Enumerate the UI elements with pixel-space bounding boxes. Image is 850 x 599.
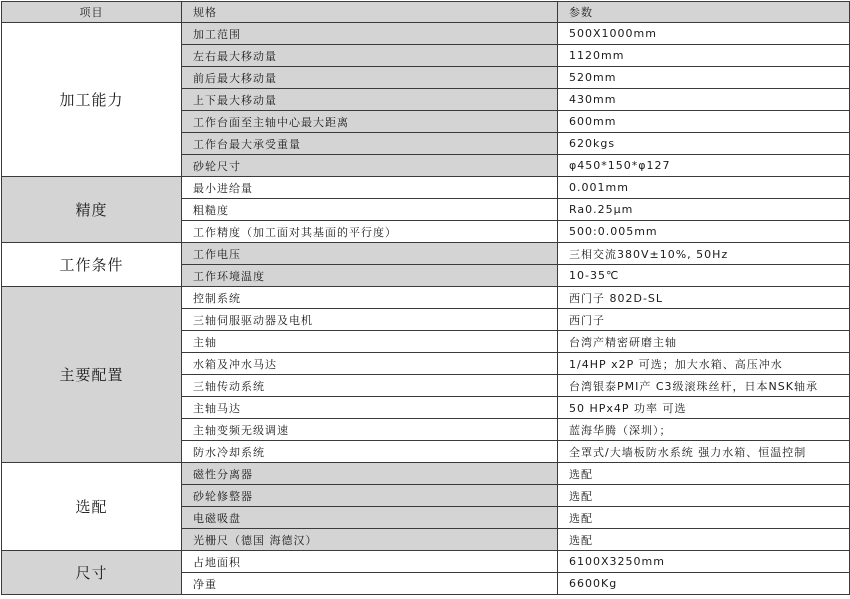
category-cell: 尺寸 — [2, 551, 182, 595]
spec-cell: 工作台最大承受重量 — [182, 133, 558, 155]
spec-cell: 加工范围 — [182, 23, 558, 45]
header-item: 项目 — [2, 2, 182, 23]
value-cell: 三相交流380V±10%, 50Hz — [558, 243, 850, 265]
spec-cell: 磁性分离器 — [182, 463, 558, 485]
value-cell: 50 HPx4P 功率 可选 — [558, 397, 850, 419]
spec-cell: 三轴传动系统 — [182, 375, 558, 397]
header-row — [2, 2, 850, 23]
table-row — [2, 243, 850, 265]
spec-cell: 工作台面至主轴中心最大距离 — [182, 111, 558, 133]
value-cell: 620kgs — [558, 133, 850, 155]
spec-cell: 砂轮修整器 — [182, 485, 558, 507]
spec-cell: 防水冷却系统 — [182, 441, 558, 463]
value-cell: 选配 — [558, 463, 850, 485]
table-row — [2, 551, 850, 573]
value-cell: 全罩式/大墙板防水系统 强力水箱、恒温控制 — [558, 441, 850, 463]
spec-table-body — [2, 23, 850, 595]
spec-table — [1, 1, 850, 595]
spec-cell: 主轴变频无级调速 — [182, 419, 558, 441]
table-row — [2, 287, 850, 309]
category-cell: 精度 — [2, 177, 182, 243]
table-row — [2, 463, 850, 485]
value-cell: 500X1000mm — [558, 23, 850, 45]
value-cell: 600mm — [558, 111, 850, 133]
spec-cell: 工作精度（加工面对其基面的平行度） — [182, 221, 558, 243]
value-cell: 台湾银泰PMI产 C3级滚珠丝杆，日本NSK轴承 — [558, 375, 850, 397]
category-cell: 加工能力 — [2, 23, 182, 177]
value-cell: Ra0.25μm — [558, 199, 850, 221]
spec-cell: 粗糙度 — [182, 199, 558, 221]
category-cell: 选配 — [2, 463, 182, 551]
header-param: 参数 — [558, 2, 850, 23]
spec-cell: 工作环境温度 — [182, 265, 558, 287]
value-cell: 500:0.005mm — [558, 221, 850, 243]
value-cell: 6100X3250mm — [558, 551, 850, 573]
value-cell: 1/4HP x2P 可选；加大水箱、高压冲水 — [558, 353, 850, 375]
spec-cell: 占地面积 — [182, 551, 558, 573]
spec-cell: 最小进给量 — [182, 177, 558, 199]
spec-cell: 净重 — [182, 573, 558, 595]
value-cell: 6600Kg — [558, 573, 850, 595]
spec-cell: 光栅尺（德国 海德汉） — [182, 529, 558, 551]
spec-cell: 主轴 — [182, 331, 558, 353]
value-cell: 10-35℃ — [558, 265, 850, 287]
value-cell: φ450*150*φ127 — [558, 155, 850, 177]
table-row — [2, 177, 850, 199]
value-cell: 台湾产精密研磨主轴 — [558, 331, 850, 353]
value-cell: 选配 — [558, 529, 850, 551]
value-cell: 0.001mm — [558, 177, 850, 199]
value-cell: 430mm — [558, 89, 850, 111]
value-cell: 西门子 — [558, 309, 850, 331]
value-cell: 1120mm — [558, 45, 850, 67]
header-spec: 规格 — [182, 2, 558, 23]
category-cell: 主要配置 — [2, 287, 182, 463]
value-cell: 蓝海华腾（深圳）； — [558, 419, 850, 441]
spec-cell: 三轴伺服驱动器及电机 — [182, 309, 558, 331]
spec-cell: 工作电压 — [182, 243, 558, 265]
spec-cell: 控制系统 — [182, 287, 558, 309]
value-cell: 西门子 802D-SL — [558, 287, 850, 309]
category-cell: 工作条件 — [2, 243, 182, 287]
table-row — [2, 23, 850, 45]
spec-cell: 上下最大移动量 — [182, 89, 558, 111]
value-cell: 选配 — [558, 507, 850, 529]
spec-cell: 左右最大移动量 — [182, 45, 558, 67]
spec-cell: 前后最大移动量 — [182, 67, 558, 89]
value-cell: 520mm — [558, 67, 850, 89]
spec-cell: 砂轮尺寸 — [182, 155, 558, 177]
spec-cell: 主轴马达 — [182, 397, 558, 419]
spec-cell: 电磁吸盘 — [182, 507, 558, 529]
value-cell: 选配 — [558, 485, 850, 507]
spec-cell: 水箱及冲水马达 — [182, 353, 558, 375]
